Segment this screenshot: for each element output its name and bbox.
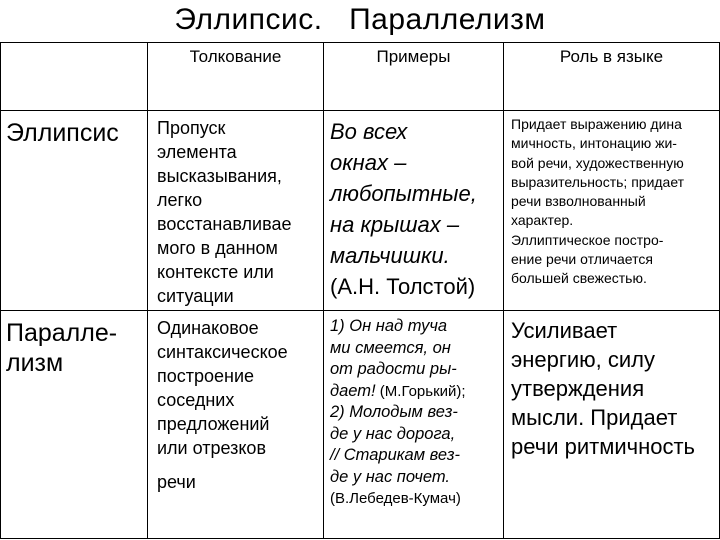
description-line: высказывания, <box>157 166 282 186</box>
header-interpretation: Толкование <box>189 47 282 66</box>
description-line: мого в данном <box>157 238 278 258</box>
role-line: мичность, интонацию жи- <box>511 135 677 152</box>
role-line: речи взволнованный <box>511 193 646 210</box>
example-author: (А.Н. Толстой) <box>330 274 476 299</box>
header-examples: Примеры <box>376 47 451 66</box>
role-line: характер. <box>511 212 574 229</box>
page-title: Эллипсис. Параллелизм <box>174 3 546 36</box>
description-parallelism <box>157 316 322 494</box>
description-line: соседних <box>157 390 235 410</box>
example-line: от радости ры- <box>330 360 457 378</box>
description-line: или отрезков <box>157 438 267 458</box>
description-line: синтаксическое <box>157 342 288 362</box>
description-line: восстанавливае <box>157 214 292 234</box>
description-line: предложений <box>157 414 270 434</box>
header-role: Роль в языке <box>559 47 664 66</box>
term-ellipsis: Эллипсис <box>6 119 119 147</box>
description-line: легко <box>157 190 203 210</box>
description-line: речи <box>157 472 196 492</box>
example-ellipsis <box>330 116 502 302</box>
example-line: де у нас почет. <box>330 467 450 486</box>
term-parallelism <box>6 318 146 378</box>
term-line: Паралле- <box>6 319 118 347</box>
example-line: 1) Он над туча <box>330 317 448 335</box>
description-line: Одинаковое <box>157 318 259 338</box>
example-line: // Старикам вез- <box>330 446 461 464</box>
role-line: Эллиптическое постро- <box>511 231 664 248</box>
example-line: мальчишки. <box>330 243 450 268</box>
example-line: Во всех <box>330 119 408 144</box>
description-line: Пропуск <box>157 118 226 138</box>
example-line: дает! (М.Горький); <box>330 381 466 400</box>
description-line: ситуации <box>157 286 234 306</box>
example-line: любопытные, <box>330 181 477 206</box>
role-line: Придает выражению дина <box>511 116 682 132</box>
example-line: ми смеется, он <box>330 338 451 357</box>
role-line: Усиливает <box>511 318 618 343</box>
example-line: 2) Молодым вез- <box>330 403 458 421</box>
role-line: ение речи отличается <box>511 251 653 268</box>
description-line: контексте или <box>157 262 274 282</box>
role-line: выразительность; придает <box>511 173 685 190</box>
role-ellipsis <box>511 115 718 289</box>
example-line: окнах – <box>330 150 407 175</box>
role-line: большей свежестью. <box>511 270 647 287</box>
description-line: элемента <box>157 142 237 162</box>
role-line: вой речи, художественную <box>511 154 684 171</box>
role-line: энергию, силу <box>511 347 656 372</box>
example-line: де у нас дорога, <box>330 424 456 443</box>
role-line: речи ритмичность <box>511 434 696 459</box>
term-line: лизм <box>6 349 64 377</box>
example-line: (В.Лебедев-Кумач) <box>330 490 461 507</box>
role-line: утверждения <box>511 376 645 401</box>
description-ellipsis <box>157 116 322 308</box>
role-parallelism <box>511 316 718 461</box>
description-line: построение <box>157 366 255 386</box>
example-parallelism <box>330 316 502 510</box>
role-line: мысли. Придает <box>511 405 678 430</box>
example-line: на крышах – <box>330 212 460 237</box>
